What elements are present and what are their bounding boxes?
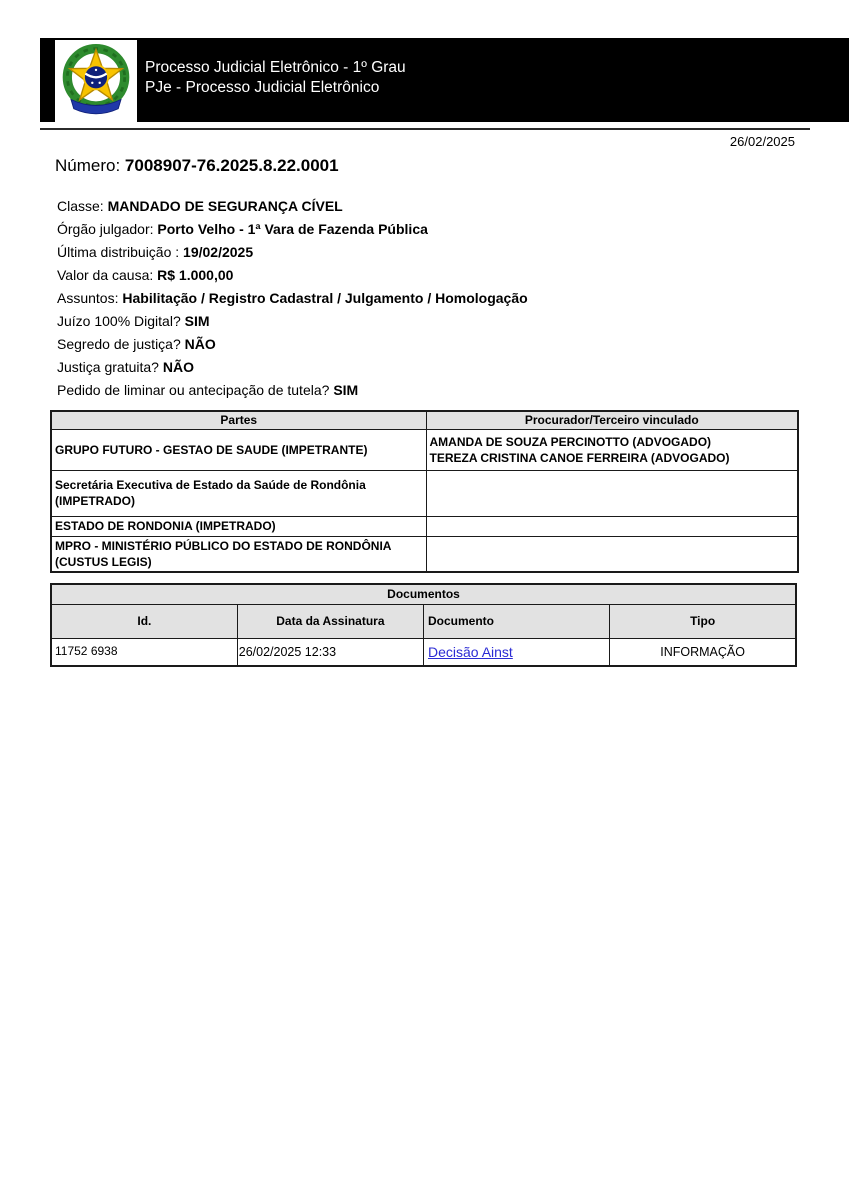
- partes-header: Partes: [51, 411, 426, 429]
- parte-cell: GRUPO FUTURO - GESTAO DE SAUDE (IMPETRANTE): [51, 429, 426, 470]
- field-ultima-distribuicao: Última distribuição : 19/02/2025: [57, 244, 254, 260]
- documentos-title: Documentos: [51, 584, 796, 604]
- partes-header-row: [51, 411, 798, 429]
- app-title-line2: PJe - Processo Judicial Eletrônico: [145, 79, 380, 96]
- table-row: [51, 536, 798, 572]
- process-number-value: 7008907-76.2025.8.22.0001: [124, 156, 339, 175]
- procurador-header: Procurador/Terceiro vinculado: [426, 411, 798, 429]
- field-segredo-justica: Segredo de justiça? NÃO: [57, 336, 216, 352]
- field-juizo-digital: Juízo 100% Digital? SIM: [57, 313, 210, 329]
- field-justica-gratuita: Justiça gratuita? NÃO: [57, 359, 194, 375]
- brazil-coat-of-arms-icon: [59, 42, 133, 125]
- data-assinatura-header: Data da Assinatura: [237, 604, 423, 638]
- id-header: Id.: [51, 604, 237, 638]
- procurador-cell: [426, 470, 798, 516]
- procurador-cell: AMANDA DE SOUZA PERCINOTTO (ADVOGADO) TEREZA CRISTINA CANOE FERREIRA (ADVOGADO): [426, 429, 798, 470]
- table-row: [51, 516, 798, 536]
- table-row: [51, 470, 798, 516]
- documentos-title-row: [51, 584, 796, 604]
- process-number-line: [55, 156, 339, 176]
- document-link[interactable]: Decisão Ainst: [428, 643, 513, 660]
- header-band: [40, 38, 849, 122]
- logo-box: [55, 40, 137, 126]
- documento-header: Documento: [424, 604, 610, 638]
- field-assuntos: Assuntos: Habilitação / Registro Cadastral / Julgamento / Homologação: [57, 290, 528, 306]
- parte-cell: Secretária Executiva de Estado da Saúde de Rondônia (IMPETRADO): [51, 470, 426, 516]
- document-type: INFORMAÇÃO: [610, 638, 796, 666]
- documentos-table: [50, 583, 797, 667]
- parte-cell: ESTADO DE RONDONIA (IMPETRADO): [51, 516, 426, 536]
- field-orgao-julgador: Órgão julgador: Porto Velho - 1ª Vara de Fazenda Pública: [57, 221, 428, 237]
- document-id: 11752 6938: [51, 638, 237, 666]
- document-date: 26/02/2025: [729, 134, 795, 149]
- tipo-header: Tipo: [610, 604, 796, 638]
- parte-cell: MPRO - MINISTÉRIO PÚBLICO DO ESTADO DE RONDÔNIA (CUSTUS LEGIS): [51, 536, 426, 572]
- process-number-label: Número:: [55, 156, 121, 175]
- table-row: [51, 429, 798, 470]
- field-classe: Classe: MANDADO DE SEGURANÇA CÍVEL: [57, 198, 343, 214]
- field-pedido-liminar: Pedido de liminar ou antecipação de tutela? SIM: [57, 382, 359, 398]
- documentos-header-row: [51, 604, 796, 638]
- field-valor-causa: Valor da causa: R$ 1.000,00: [57, 267, 234, 283]
- procurador-cell: [426, 536, 798, 572]
- procurador-cell: [426, 516, 798, 536]
- header-divider: [40, 128, 810, 130]
- app-title: [145, 58, 406, 98]
- process-fields: [57, 195, 528, 402]
- app-title-line1: Processo Judicial Eletrônico - 1º Grau: [145, 59, 406, 76]
- document-cell: [424, 638, 610, 666]
- document-signature-date: 26/02/2025 12:33: [237, 638, 423, 666]
- table-row: [51, 638, 796, 666]
- partes-table: [50, 410, 799, 573]
